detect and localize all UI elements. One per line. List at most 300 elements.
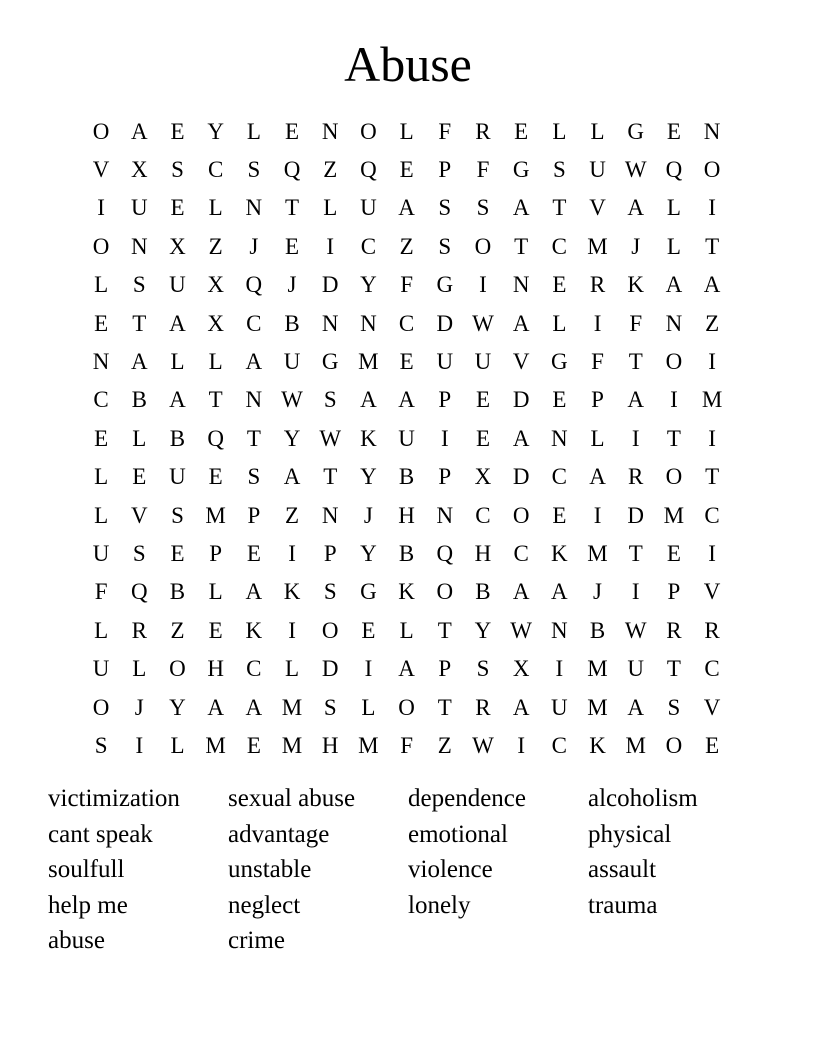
grid-letter: R <box>589 272 606 298</box>
grid-letter: A <box>665 272 683 298</box>
word-list-item: violence <box>408 856 493 884</box>
grid-letter: W <box>281 387 303 413</box>
grid-letter: E <box>170 540 185 566</box>
grid-letter: U <box>589 157 606 183</box>
grid-letter: A <box>398 656 415 682</box>
grid-letter: E <box>552 387 567 413</box>
grid-letter: S <box>438 233 452 259</box>
grid-letter: A <box>245 579 263 605</box>
grid-letter: N <box>245 387 263 413</box>
grid-letter: I <box>517 732 525 758</box>
grid-letter: Y <box>283 425 301 451</box>
grid-letter: A <box>360 387 377 413</box>
grid-letter: E <box>170 195 185 221</box>
grid-letter: X <box>207 310 224 336</box>
grid-letter: L <box>361 694 376 720</box>
grid-letter: E <box>552 272 567 298</box>
grid-letter: F <box>591 349 604 375</box>
grid-letter: Y <box>360 272 377 298</box>
grid-letter: Y <box>360 464 377 490</box>
grid-letter: H <box>474 540 492 566</box>
word-list-item: physical <box>588 820 672 848</box>
grid-letter: O <box>169 656 186 682</box>
grid-letter: R <box>475 118 491 144</box>
grid-letter: A <box>130 118 148 144</box>
grid-letter: F <box>476 157 490 183</box>
grid-letter: L <box>132 425 147 451</box>
grid-letter: F <box>438 118 452 144</box>
grid-letter: K <box>589 732 606 758</box>
grid-letter: I <box>670 387 678 413</box>
grid-letter: O <box>92 118 110 144</box>
grid-letter: W <box>624 617 647 643</box>
grid-letter: E <box>285 233 300 259</box>
grid-letter: Z <box>208 233 223 259</box>
grid-letter: L <box>590 425 605 451</box>
grid-letter: B <box>589 617 606 643</box>
grid-letter: X <box>512 656 530 682</box>
grid-letter: W <box>472 732 494 758</box>
grid-letter: M <box>587 233 608 259</box>
grid-letter: A <box>130 349 148 375</box>
grid-letter: G <box>360 579 377 605</box>
grid-letter: E <box>246 540 261 566</box>
grid-letter: N <box>512 272 530 298</box>
grid-letter: V <box>589 195 606 221</box>
grid-letter: T <box>666 656 681 682</box>
grid-letter: A <box>512 195 530 221</box>
grid-letter: R <box>666 617 682 643</box>
grid-letter: E <box>246 732 261 758</box>
grid-letter: K <box>551 540 568 566</box>
grid-letter: M <box>358 349 379 375</box>
grid-letter: Y <box>169 694 186 720</box>
grid-letter: Z <box>399 233 414 259</box>
grid-letter: G <box>512 157 530 183</box>
grid-letter: L <box>552 118 567 144</box>
grid-letter: L <box>666 233 681 259</box>
grid-letter: C <box>246 656 262 682</box>
page-title: Abuse <box>344 36 472 92</box>
word-list-item: advantage <box>228 820 330 848</box>
grid-letter: T <box>705 233 720 259</box>
grid-letter: M <box>358 732 379 758</box>
grid-letter: I <box>631 579 640 605</box>
grid-letter: Q <box>360 157 377 183</box>
grid-letter: I <box>440 425 449 451</box>
grid-letter: S <box>476 195 490 221</box>
word-list-item: soulfull <box>48 856 125 884</box>
grid-letter: V <box>703 579 721 605</box>
grid-letter: T <box>437 617 452 643</box>
grid-letter: O <box>474 233 492 259</box>
grid-letter: D <box>436 310 454 336</box>
grid-letter: I <box>593 502 602 528</box>
grid-letter: S <box>171 502 184 528</box>
grid-letter: M <box>587 694 608 720</box>
grid-letter: W <box>472 310 494 336</box>
grid-letter: C <box>551 464 568 490</box>
grid-letter: I <box>97 195 105 221</box>
grid-letter: D <box>512 464 530 490</box>
grid-letter: A <box>512 425 530 451</box>
grid-letter: M <box>281 694 303 720</box>
grid-letter: P <box>323 540 337 566</box>
grid-letter: A <box>512 694 530 720</box>
grid-letter: R <box>131 617 147 643</box>
grid-letter: E <box>399 157 414 183</box>
grid-letter: I <box>708 349 716 375</box>
grid-letter: J <box>249 233 259 259</box>
grid-letter: J <box>134 694 144 720</box>
grid-letter: U <box>474 349 492 375</box>
grid-letter: E <box>475 425 490 451</box>
grid-letter: L <box>94 464 109 490</box>
word-list-item: abuse <box>48 927 105 955</box>
grid-letter: T <box>208 387 223 413</box>
grid-letter: T <box>514 233 529 259</box>
grid-letter: I <box>708 195 716 221</box>
grid-letter: E <box>361 617 376 643</box>
grid-letter: L <box>170 732 185 758</box>
grid-letter: U <box>283 349 301 375</box>
grid-letter: S <box>132 272 146 298</box>
grid-letter: A <box>551 579 568 605</box>
grid-letter: N <box>245 195 263 221</box>
grid-letter: M <box>587 656 608 682</box>
grid-letter: X <box>169 233 186 259</box>
grid-letter: A <box>512 310 530 336</box>
grid-letter: N <box>321 310 339 336</box>
grid-letter: S <box>323 579 337 605</box>
word-list-item: dependence <box>408 785 526 812</box>
grid-letter: E <box>285 118 300 144</box>
grid-letter: X <box>474 464 492 490</box>
grid-letter: D <box>512 387 530 413</box>
grid-letter: T <box>437 694 452 720</box>
grid-letter: P <box>591 387 604 413</box>
grid-letter: U <box>436 349 454 375</box>
grid-letter: E <box>208 617 223 643</box>
grid-letter: I <box>708 540 716 566</box>
grid-letter: M <box>701 387 723 413</box>
grid-letter: Q <box>245 272 263 298</box>
grid-letter: L <box>399 118 414 144</box>
grid-letter: T <box>323 464 338 490</box>
grid-letter: C <box>93 387 109 413</box>
grid-letter: P <box>667 579 681 605</box>
grid-letter: S <box>247 157 261 183</box>
word-list-item: cant speak <box>48 820 153 848</box>
grid-letter: M <box>587 540 608 566</box>
grid-letter: N <box>360 310 377 336</box>
grid-letter: A <box>627 387 645 413</box>
grid-letter: Z <box>437 732 452 758</box>
grid-letter: E <box>399 349 414 375</box>
grid-letter: L <box>170 349 185 375</box>
grid-letter: H <box>207 656 224 682</box>
grid-letter: V <box>92 157 110 183</box>
grid-letter: L <box>94 502 109 528</box>
grid-letter: O <box>92 694 110 720</box>
grid-letter: S <box>323 694 337 720</box>
grid-letter: B <box>398 540 415 566</box>
grid-letter: A <box>245 349 263 375</box>
grid-letter: F <box>629 310 643 336</box>
grid-letter: K <box>245 617 263 643</box>
grid-letter: S <box>323 387 337 413</box>
grid-letter: K <box>398 579 415 605</box>
grid-letter: O <box>360 118 377 144</box>
grid-letter: A <box>169 310 186 336</box>
grid-letter: C <box>551 732 568 758</box>
grid-letter: A <box>627 694 645 720</box>
grid-letter: I <box>555 656 564 682</box>
grid-letter: L <box>132 656 147 682</box>
grid-letter: Q <box>130 579 148 605</box>
grid-letter: H <box>321 732 339 758</box>
grid-letter: A <box>627 195 645 221</box>
grid-letter: T <box>246 425 261 451</box>
grid-letter: A <box>169 387 186 413</box>
grid-letter: A <box>283 464 301 490</box>
grid-letter: N <box>703 118 721 144</box>
grid-letter: R <box>475 694 491 720</box>
word-list-item: victimization <box>48 785 180 812</box>
grid-letter: L <box>590 118 605 144</box>
grid-letter: T <box>705 464 720 490</box>
grid-letter: W <box>624 157 647 183</box>
grid-letter: S <box>132 540 146 566</box>
grid-letter: S <box>171 157 184 183</box>
grid-letter: S <box>94 732 108 758</box>
grid-letter: L <box>246 118 261 144</box>
grid-letter: D <box>321 656 339 682</box>
grid-letter: Z <box>705 310 720 336</box>
grid-letter: N <box>321 502 339 528</box>
grid-letter: X <box>207 272 224 298</box>
grid-letter: E <box>475 387 490 413</box>
grid-letter: I <box>593 310 602 336</box>
grid-letter: M <box>663 502 685 528</box>
grid-letter: C <box>207 157 224 183</box>
grid-letter: M <box>625 732 646 758</box>
grid-letter: L <box>323 195 338 221</box>
grid-letter: A <box>398 387 415 413</box>
grid-letter: E <box>132 464 147 490</box>
word-list-item: help me <box>48 891 128 919</box>
grid-letter: B <box>398 464 415 490</box>
grid-letter: O <box>512 502 530 528</box>
word-list-item: alcoholism <box>588 785 698 812</box>
grid-letter: U <box>130 195 148 221</box>
grid-letter: S <box>476 656 490 682</box>
grid-letter: U <box>169 272 186 298</box>
grid-letter: T <box>132 310 147 336</box>
grid-letter: B <box>131 387 147 413</box>
grid-letter: S <box>667 694 681 720</box>
grid-letter: C <box>360 233 377 259</box>
grid-letter: Z <box>170 617 185 643</box>
grid-letter: R <box>628 464 644 490</box>
grid-letter: D <box>321 272 339 298</box>
grid-letter: L <box>399 617 414 643</box>
letter-grid <box>82 112 731 765</box>
grid-letter: C <box>475 502 491 528</box>
grid-letter: S <box>552 157 566 183</box>
grid-letter: I <box>708 425 716 451</box>
grid-letter: B <box>284 310 300 336</box>
grid-letter: I <box>135 732 144 758</box>
grid-letter: U <box>360 195 377 221</box>
grid-letter: J <box>287 272 297 298</box>
grid-letter: T <box>628 349 643 375</box>
grid-letter: W <box>319 425 342 451</box>
grid-letter: W <box>510 617 533 643</box>
grid-letter: U <box>551 694 568 720</box>
word-list-item: trauma <box>588 891 658 919</box>
grid-letter: I <box>326 233 335 259</box>
grid-letter: O <box>398 694 415 720</box>
grid-letter: P <box>438 656 452 682</box>
grid-letter: E <box>94 425 109 451</box>
grid-letter: G <box>627 118 645 144</box>
grid-letter: H <box>398 502 415 528</box>
grid-letter: K <box>283 579 301 605</box>
grid-letter: C <box>513 540 529 566</box>
grid-letter: U <box>92 540 110 566</box>
grid-letter: I <box>479 272 487 298</box>
word-list-item: lonely <box>408 891 471 919</box>
grid-letter: J <box>593 579 602 605</box>
grid-letter: L <box>208 195 223 221</box>
grid-letter: F <box>94 579 108 605</box>
grid-letter: K <box>627 272 645 298</box>
word-list-item: neglect <box>228 891 301 919</box>
grid-letter: P <box>247 502 261 528</box>
grid-letter: N <box>130 233 148 259</box>
grid-letter: E <box>514 118 529 144</box>
grid-letter: A <box>512 579 530 605</box>
grid-letter: A <box>207 694 224 720</box>
grid-letter: I <box>631 425 640 451</box>
grid-letter: A <box>589 464 606 490</box>
grid-letter: U <box>169 464 186 490</box>
grid-letter: M <box>205 732 226 758</box>
grid-letter: O <box>665 732 683 758</box>
grid-letter: O <box>321 617 339 643</box>
grid-letter: J <box>363 502 373 528</box>
grid-letter: Y <box>207 118 224 144</box>
grid-letter: F <box>400 732 413 758</box>
grid-letter: S <box>247 464 261 490</box>
grid-letter: F <box>400 272 413 298</box>
grid-letter: A <box>703 272 721 298</box>
grid-letter: O <box>665 464 683 490</box>
grid-letter: M <box>281 732 303 758</box>
grid-letter: K <box>360 425 377 451</box>
grid-letter: U <box>398 425 415 451</box>
grid-letter: I <box>288 540 296 566</box>
grid-letter: D <box>627 502 645 528</box>
grid-letter: O <box>436 579 454 605</box>
grid-letter: N <box>551 617 568 643</box>
grid-letter: P <box>438 387 452 413</box>
grid-letter: C <box>398 310 415 336</box>
grid-letter: O <box>92 233 110 259</box>
grid-letter: Y <box>474 617 492 643</box>
grid-letter: U <box>627 656 645 682</box>
grid-letter: O <box>665 349 683 375</box>
grid-letter: C <box>704 502 720 528</box>
word-list-item: sexual abuse <box>228 785 356 812</box>
grid-letter: U <box>92 656 110 682</box>
grid-letter: I <box>364 656 373 682</box>
grid-letter: Q <box>436 540 454 566</box>
grid-letter: Y <box>360 540 377 566</box>
grid-letter: V <box>512 349 530 375</box>
grid-letter: L <box>285 656 300 682</box>
word-list-item: crime <box>228 927 285 955</box>
grid-letter: J <box>631 233 641 259</box>
grid-letter: T <box>552 195 567 221</box>
grid-letter: Z <box>323 157 338 183</box>
grid-letter: N <box>92 349 110 375</box>
grid-letter: M <box>205 502 226 528</box>
grid-letter: N <box>665 310 683 336</box>
grid-letter: X <box>130 157 148 183</box>
grid-letter: V <box>130 502 148 528</box>
grid-letter: N <box>436 502 454 528</box>
grid-letter: V <box>703 694 721 720</box>
grid-letter: C <box>246 310 262 336</box>
grid-letter: B <box>169 425 186 451</box>
grid-letter: Z <box>285 502 300 528</box>
grid-letter: E <box>170 118 185 144</box>
grid-letter: L <box>94 617 109 643</box>
grid-letter: A <box>398 195 415 221</box>
grid-letter: P <box>438 157 452 183</box>
grid-letter: E <box>705 732 720 758</box>
grid-letter: G <box>551 349 568 375</box>
grid-letter: Q <box>207 425 224 451</box>
grid-letter: R <box>704 617 720 643</box>
grid-letter: C <box>704 656 720 682</box>
grid-letter: T <box>285 195 300 221</box>
grid-letter: G <box>321 349 339 375</box>
grid-letter: L <box>552 310 567 336</box>
word-list <box>48 781 768 959</box>
grid-letter: N <box>321 118 339 144</box>
grid-letter: L <box>666 195 681 221</box>
grid-letter: I <box>288 617 296 643</box>
grid-letter: A <box>245 694 263 720</box>
grid-letter: L <box>208 349 223 375</box>
grid-letter: L <box>94 272 109 298</box>
grid-letter: E <box>208 464 223 490</box>
word-list-item: unstable <box>228 856 312 884</box>
grid-letter: B <box>169 579 186 605</box>
grid-letter: P <box>438 464 452 490</box>
grid-letter: S <box>438 195 452 221</box>
word-list-item: assault <box>588 856 657 884</box>
grid-letter: O <box>703 157 721 183</box>
grid-letter: E <box>94 310 109 336</box>
grid-letter: E <box>552 502 567 528</box>
grid-letter: E <box>666 540 681 566</box>
grid-letter: T <box>628 540 643 566</box>
grid-letter: G <box>436 272 454 298</box>
